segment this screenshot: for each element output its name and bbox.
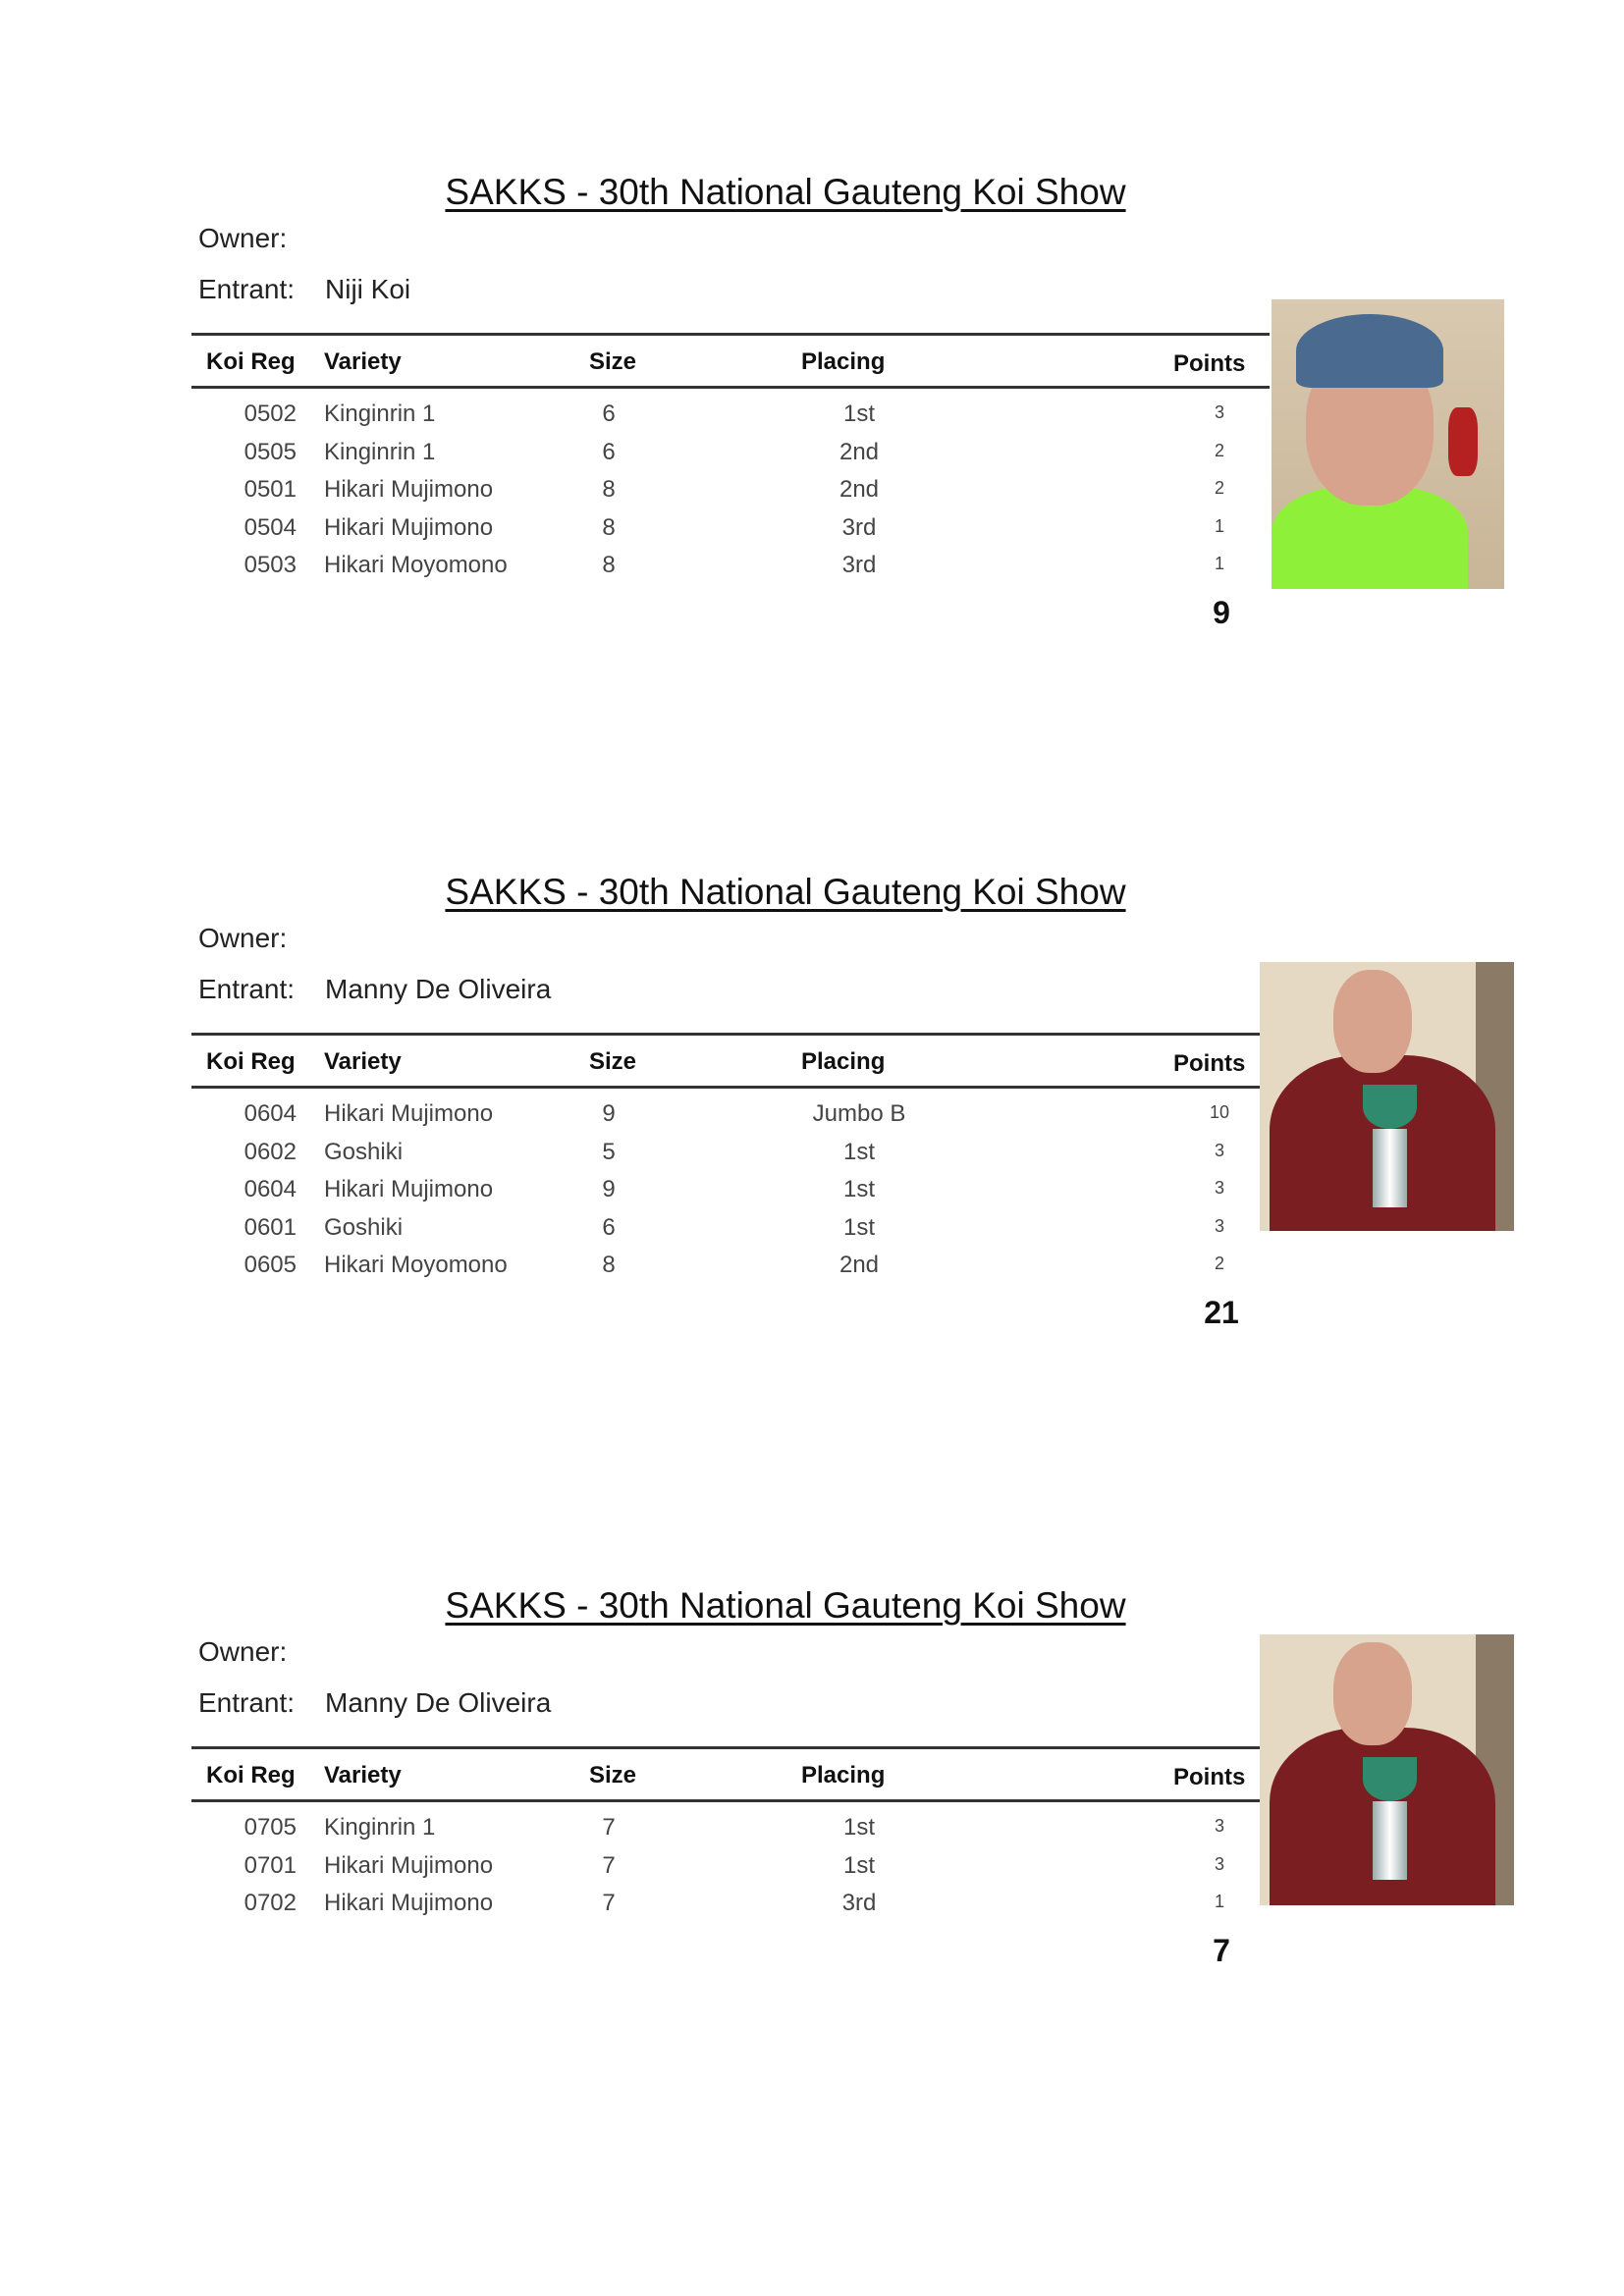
koi-reg-cell: 0705	[244, 1814, 297, 1841]
size-cell: 9	[602, 1176, 616, 1202]
points-cell: 10	[1209, 1102, 1230, 1122]
placing-cell: 2nd	[839, 1252, 880, 1278]
size-cell: 6	[602, 400, 616, 427]
size-cell: 9	[602, 1100, 616, 1127]
size-cell: 7	[602, 1851, 616, 1879]
entrant-results-section	[0, 872, 1624, 1559]
koi-reg-cell: 0605	[244, 1252, 297, 1278]
entrant-label: Entrant:	[198, 974, 296, 1004]
size-cell: 8	[602, 476, 616, 503]
header-placing: Placing	[801, 1762, 886, 1789]
header-koi-reg: Koi Reg	[206, 1048, 296, 1075]
entrant-label: Entrant:	[198, 274, 296, 304]
points-cell: 3	[1214, 1178, 1224, 1198]
koi-reg-cell: 0502	[244, 400, 297, 427]
koi-reg-cell: 0501	[244, 476, 297, 503]
variety-cell: Hikari Mujimono	[324, 1176, 494, 1202]
table-top-rule	[191, 333, 1270, 336]
koi-reg-cell: 0601	[244, 1213, 297, 1241]
entrant-results-section	[0, 1585, 1624, 2272]
placing-cell: Jumbo B	[812, 1100, 906, 1127]
size-cell: 6	[602, 438, 616, 465]
koi-reg-cell: 0505	[244, 438, 297, 465]
size-cell: 6	[602, 1213, 616, 1241]
points-total: 9	[1213, 594, 1230, 630]
variety-cell: Kinginrin 1	[324, 1814, 436, 1841]
owner-label: Owner:	[198, 923, 288, 953]
placing-cell: 1st	[842, 1851, 875, 1879]
points-cell: 3	[1214, 1853, 1224, 1874]
points-cell: 1	[1214, 515, 1224, 536]
points-cell: 2	[1214, 440, 1224, 460]
header-size: Size	[589, 1762, 637, 1789]
variety-cell: Kinginrin 1	[324, 400, 436, 427]
variety-cell: Hikari Mujimono	[324, 1890, 494, 1916]
entrant-label: Entrant:	[198, 1687, 296, 1718]
placing-cell: 2nd	[839, 438, 880, 465]
koi-reg-cell: 0702	[244, 1890, 297, 1916]
entrant-value: Niji Koi	[325, 274, 411, 304]
variety-cell: Hikari Moyomono	[324, 552, 508, 578]
table-top-rule	[191, 1746, 1270, 1749]
placing-cell: 3rd	[841, 552, 877, 578]
size-cell: 8	[602, 513, 616, 541]
koi-reg-cell: 0701	[244, 1851, 297, 1879]
show-title: SAKKS - 30th National Gauteng Koi Show	[445, 872, 1126, 912]
entrant-photo	[1260, 962, 1514, 1231]
points-cell: 3	[1214, 1215, 1224, 1236]
entrant-photo	[1272, 299, 1504, 589]
variety-cell: Goshiki	[324, 1138, 404, 1165]
placing-cell: 1st	[842, 1176, 875, 1202]
entrant-value: Manny De Oliveira	[325, 1687, 552, 1718]
header-points: Points	[1173, 1764, 1246, 1790]
variety-cell: Kinginrin 1	[324, 438, 436, 465]
points-total: 21	[1204, 1294, 1239, 1330]
koi-reg-cell: 0602	[244, 1138, 297, 1165]
placing-cell: 2nd	[839, 476, 880, 503]
placing-cell: 1st	[842, 1814, 875, 1841]
points-cell: 3	[1214, 402, 1224, 422]
header-koi-reg: Koi Reg	[206, 1762, 296, 1789]
header-placing: Placing	[801, 348, 886, 375]
entrant-results-section	[0, 172, 1624, 859]
variety-cell: Hikari Mujimono	[324, 513, 494, 541]
placing-cell: 1st	[842, 400, 875, 427]
header-size: Size	[589, 348, 637, 375]
header-variety: Variety	[324, 348, 402, 375]
placing-cell: 1st	[842, 1213, 875, 1241]
koi-reg-cell: 0503	[244, 552, 297, 578]
owner-label: Owner:	[198, 1636, 288, 1667]
header-size: Size	[589, 1048, 637, 1075]
size-cell: 7	[602, 1890, 616, 1916]
points-cell: 2	[1214, 478, 1224, 498]
variety-cell: Goshiki	[324, 1213, 404, 1241]
entrant-photo	[1260, 1634, 1514, 1905]
points-cell: 2	[1214, 1254, 1224, 1273]
table-header-rule	[191, 386, 1270, 389]
owner-label: Owner:	[198, 223, 288, 253]
size-cell: 8	[602, 1252, 616, 1278]
table-top-rule	[191, 1033, 1270, 1036]
placing-cell: 1st	[842, 1138, 875, 1165]
points-cell: 3	[1214, 1816, 1224, 1836]
points-total: 7	[1213, 1932, 1230, 1968]
table-header-rule	[191, 1086, 1270, 1089]
placing-cell: 3rd	[841, 513, 877, 541]
points-cell: 3	[1214, 1140, 1224, 1160]
koi-reg-cell: 0504	[244, 513, 297, 541]
variety-cell: Hikari Mujimono	[324, 476, 494, 503]
entrant-value: Manny De Oliveira	[325, 974, 552, 1004]
header-points: Points	[1173, 350, 1246, 377]
koi-reg-cell: 0604	[244, 1176, 297, 1202]
variety-cell: Hikari Moyomono	[324, 1252, 508, 1278]
placing-cell: 3rd	[841, 1890, 877, 1916]
variety-cell: Hikari Mujimono	[324, 1851, 494, 1879]
header-variety: Variety	[324, 1762, 402, 1789]
size-cell: 7	[602, 1814, 616, 1841]
show-title: SAKKS - 30th National Gauteng Koi Show	[445, 172, 1126, 212]
header-koi-reg: Koi Reg	[206, 348, 296, 375]
variety-cell: Hikari Mujimono	[324, 1100, 494, 1127]
header-placing: Placing	[801, 1048, 886, 1075]
show-title: SAKKS - 30th National Gauteng Koi Show	[445, 1585, 1126, 1626]
header-variety: Variety	[324, 1048, 402, 1075]
table-header-rule	[191, 1799, 1270, 1802]
size-cell: 5	[602, 1138, 616, 1165]
points-cell: 1	[1214, 554, 1224, 573]
header-points: Points	[1173, 1050, 1246, 1077]
koi-reg-cell: 0604	[244, 1100, 297, 1127]
size-cell: 8	[602, 552, 616, 578]
points-cell: 1	[1214, 1892, 1224, 1911]
